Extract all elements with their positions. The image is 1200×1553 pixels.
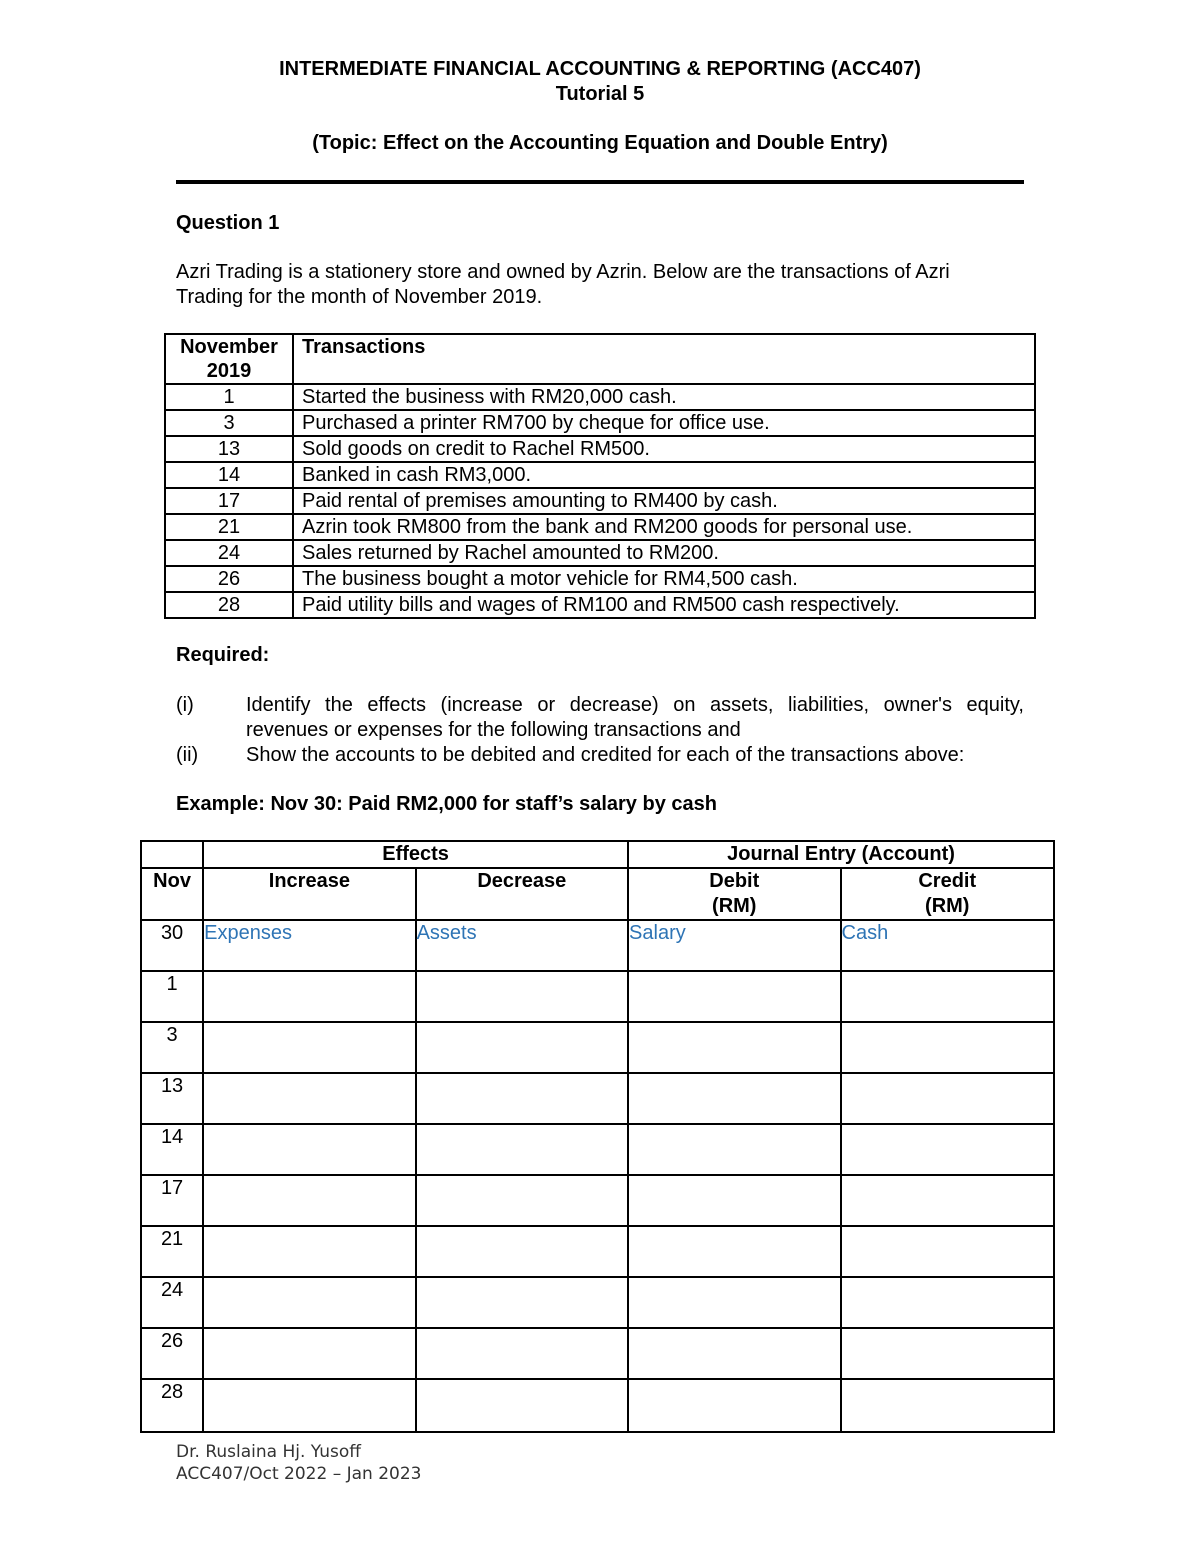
answer-credit-cell — [841, 1277, 1055, 1328]
answer-nov: 14 — [141, 1124, 203, 1175]
answer-nov: 26 — [141, 1328, 203, 1379]
transaction-row — [165, 436, 1035, 462]
required-item-text: Identify the effects (increase or decrease) on assets, liabilities, owner's equity, — [246, 694, 1024, 716]
answer-decrease-cell — [416, 1022, 628, 1073]
example-increase: Expenses — [203, 920, 415, 971]
answer-credit-cell — [841, 1379, 1055, 1432]
transaction-day: 3 — [165, 410, 293, 436]
transaction-day: 24 — [165, 540, 293, 566]
answer-credit-cell — [841, 1226, 1055, 1277]
transaction-text: The business bought a motor vehicle for RM4,500 cash. — [293, 566, 1035, 592]
answer-column-header-row — [141, 868, 1054, 920]
answer-debit-cell — [628, 1124, 840, 1175]
answer-row — [141, 1073, 1054, 1124]
footer-author: Dr. Ruslaina Hj. Yusoff — [176, 1442, 361, 1462]
credit-label: Credit — [918, 870, 977, 892]
effects-header: Effects — [203, 841, 628, 868]
answer-decrease-cell — [416, 1379, 628, 1432]
transactions-table — [164, 333, 1036, 619]
question-intro-line2: Trading for the month of November 2019. — [176, 286, 543, 308]
transaction-row — [165, 488, 1035, 514]
journal-header: Journal Entry (Account) — [628, 841, 1054, 868]
debit-label: Debit — [709, 870, 760, 892]
answer-row — [141, 1328, 1054, 1379]
blank-header-cell — [141, 841, 203, 868]
credit-header — [841, 868, 1055, 920]
transaction-text: Paid rental of premises amounting to RM400 by cash. — [293, 488, 1035, 514]
transaction-text: Sales returned by Rachel amounted to RM200. — [293, 540, 1035, 566]
tutorial-title: Tutorial 5 — [555, 83, 645, 105]
answer-nov: 13 — [141, 1073, 203, 1124]
answer-decrease-cell — [416, 1277, 628, 1328]
transaction-row — [165, 410, 1035, 436]
answer-increase-cell — [203, 1226, 415, 1277]
answer-increase-cell — [203, 971, 415, 1022]
answer-increase-cell — [203, 1277, 415, 1328]
transaction-day: 26 — [165, 566, 293, 592]
answer-credit-cell — [841, 1022, 1055, 1073]
answer-nov: 24 — [141, 1277, 203, 1328]
answer-row — [141, 1022, 1054, 1073]
example-title: Example: Nov 30: Paid RM2,000 for staff’s salary by cash — [176, 793, 717, 815]
transaction-row — [165, 462, 1035, 488]
transaction-day: 13 — [165, 436, 293, 462]
debit-unit: (RM) — [712, 895, 757, 917]
answer-row — [141, 1124, 1054, 1175]
transaction-row — [165, 592, 1035, 618]
required-title: Required: — [176, 644, 270, 666]
required-item-text: Show the accounts to be debited and credited for each of the transactions above: — [246, 744, 965, 766]
date-header-year: 2019 — [206, 360, 252, 382]
answer-nov: 3 — [141, 1022, 203, 1073]
transaction-day: 21 — [165, 514, 293, 540]
course-title: INTERMEDIATE FINANCIAL ACCOUNTING & REPORTING (ACC407) — [279, 58, 921, 80]
example-credit: Cash — [841, 920, 1055, 971]
answer-increase-cell — [203, 1379, 415, 1432]
transaction-row — [165, 566, 1035, 592]
footer-course-code: ACC407/Oct 2022 – Jan 2023 — [176, 1464, 422, 1484]
answer-row — [141, 1226, 1054, 1277]
transaction-text: Paid utility bills and wages of RM100 and RM500 cash respectively. — [293, 592, 1035, 618]
example-decrease: Assets — [416, 920, 628, 971]
transactions-header-row — [165, 334, 1035, 384]
transaction-text: Azrin took RM800 from the bank and RM200 goods for personal use. — [293, 514, 1035, 540]
transactions-header: Transactions — [293, 334, 1035, 384]
answer-decrease-cell — [416, 971, 628, 1022]
required-item-num: (i) — [176, 694, 194, 716]
answer-increase-cell — [203, 1073, 415, 1124]
decrease-header: Decrease — [416, 868, 628, 920]
transaction-text: Started the business with RM20,000 cash. — [293, 384, 1035, 410]
answer-row — [141, 1277, 1054, 1328]
debit-header — [628, 868, 840, 920]
answer-debit-cell — [628, 1379, 840, 1432]
answer-credit-cell — [841, 1124, 1055, 1175]
answer-table — [140, 840, 1055, 1433]
answer-debit-cell — [628, 1226, 840, 1277]
answer-increase-cell — [203, 1328, 415, 1379]
date-header-month: November — [180, 336, 278, 358]
transaction-day: 17 — [165, 488, 293, 514]
answer-nov: 17 — [141, 1175, 203, 1226]
answer-row — [141, 971, 1054, 1022]
answer-row — [141, 1175, 1054, 1226]
transaction-day: 1 — [165, 384, 293, 410]
answer-nov: 21 — [141, 1226, 203, 1277]
transaction-day: 28 — [165, 592, 293, 618]
transaction-row — [165, 540, 1035, 566]
example-debit: Salary — [628, 920, 840, 971]
answer-debit-cell — [628, 971, 840, 1022]
example-nov: 30 — [141, 920, 203, 971]
answer-debit-cell — [628, 1073, 840, 1124]
answer-row — [141, 1379, 1054, 1432]
answer-group-header-row — [141, 841, 1054, 868]
answer-decrease-cell — [416, 1328, 628, 1379]
answer-credit-cell — [841, 1073, 1055, 1124]
answer-debit-cell — [628, 1277, 840, 1328]
question-intro-line1: Azri Trading is a stationery store and owned by Azrin. Below are the transactions of Azri — [176, 261, 950, 283]
answer-increase-cell — [203, 1175, 415, 1226]
answer-decrease-cell — [416, 1124, 628, 1175]
transaction-text: Banked in cash RM3,000. — [293, 462, 1035, 488]
transaction-row — [165, 514, 1035, 540]
credit-unit: (RM) — [925, 895, 970, 917]
answer-debit-cell — [628, 1175, 840, 1226]
transaction-day: 14 — [165, 462, 293, 488]
transaction-text: Sold goods on credit to Rachel RM500. — [293, 436, 1035, 462]
answer-credit-cell — [841, 1175, 1055, 1226]
answer-increase-cell — [203, 1124, 415, 1175]
answer-credit-cell — [841, 1328, 1055, 1379]
answer-nov: 28 — [141, 1379, 203, 1432]
answer-debit-cell — [628, 1022, 840, 1073]
answer-decrease-cell — [416, 1175, 628, 1226]
question-title: Question 1 — [176, 212, 280, 234]
answer-decrease-cell — [416, 1073, 628, 1124]
topic-title: (Topic: Effect on the Accounting Equation and Double Entry) — [312, 132, 888, 154]
increase-header: Increase — [203, 868, 415, 920]
date-header — [165, 334, 293, 384]
example-row — [141, 920, 1054, 971]
answer-nov: 1 — [141, 971, 203, 1022]
transaction-row — [165, 384, 1035, 410]
answer-credit-cell — [841, 971, 1055, 1022]
nov-header: Nov — [141, 868, 203, 920]
answer-debit-cell — [628, 1328, 840, 1379]
required-item-text: revenues or expenses for the following transactions and — [246, 719, 741, 741]
transaction-text: Purchased a printer RM700 by cheque for office use. — [293, 410, 1035, 436]
answer-increase-cell — [203, 1022, 415, 1073]
header-divider — [176, 180, 1024, 184]
answer-decrease-cell — [416, 1226, 628, 1277]
required-item-num: (ii) — [176, 744, 199, 766]
